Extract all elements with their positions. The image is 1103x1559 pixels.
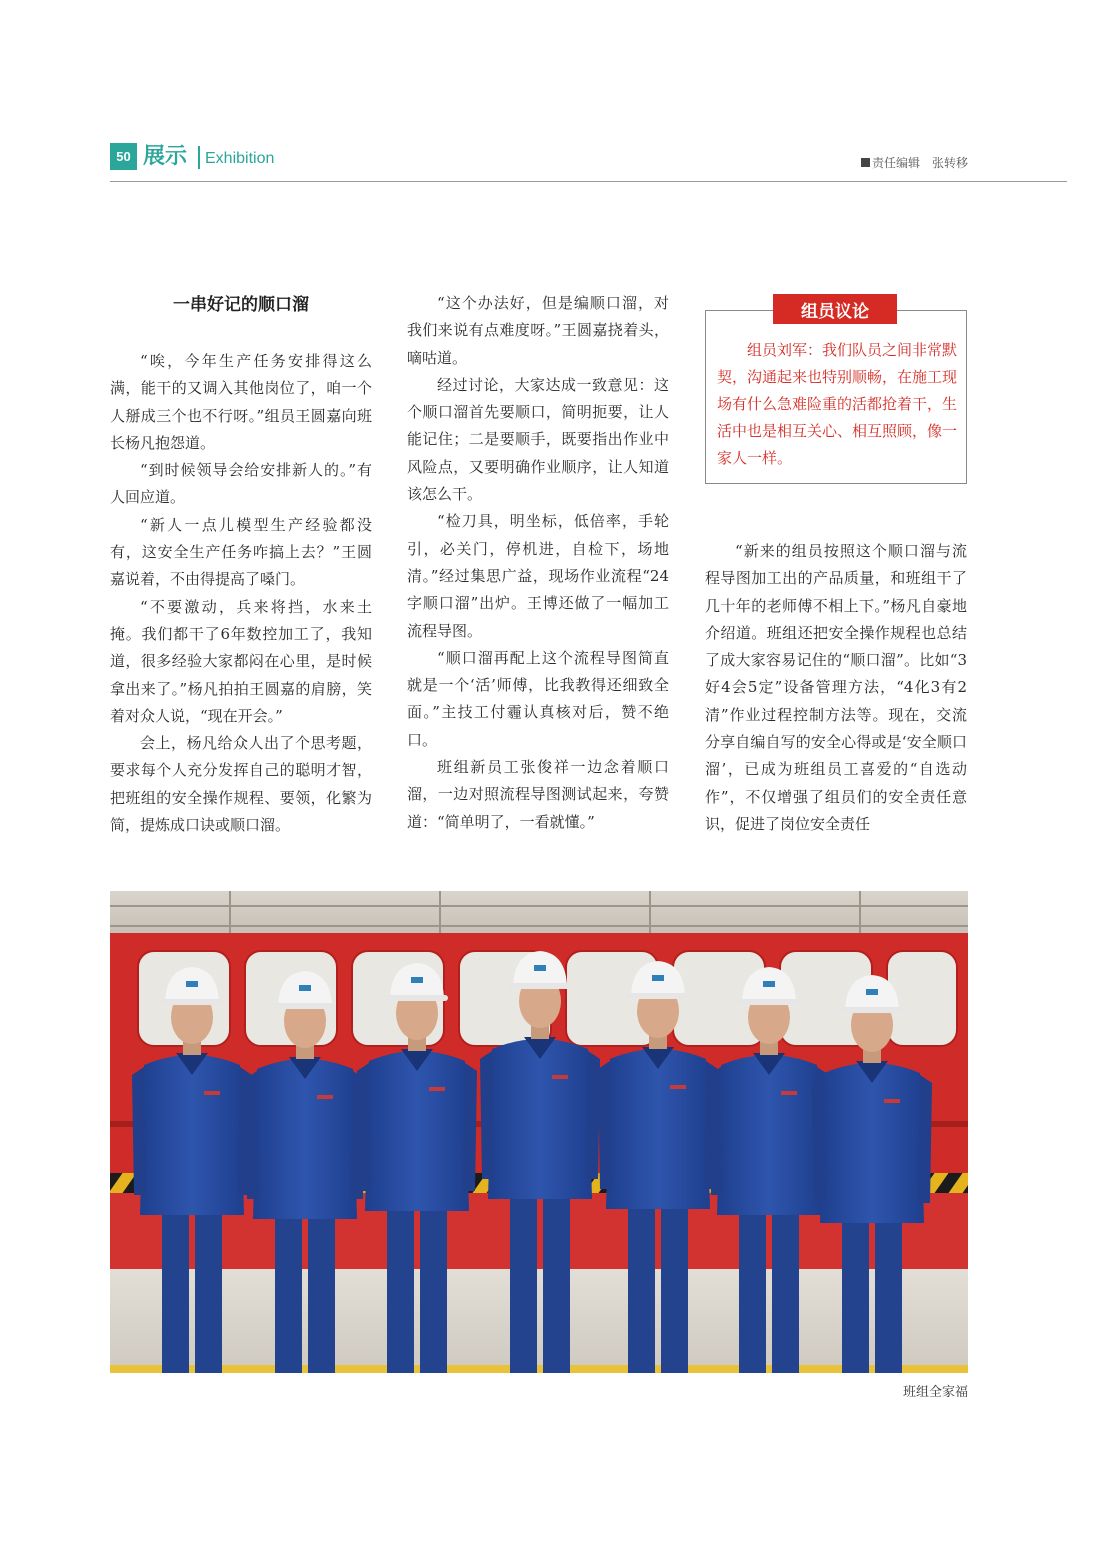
section-title-english: Exhibition: [205, 150, 275, 167]
team-photo: [110, 891, 968, 1373]
paragraph: “这个办法好，但是编顺口溜，对我们来说有点难度呀。”王圆嘉挠着头，嘀咕道。: [407, 294, 669, 367]
section-divider: [198, 146, 200, 169]
paragraph: “顺口溜再配上这个流程导图简直就是一个‘活’师傅，比我教得还细致全面。”主技工付霾认真核对后，赞不绝口。: [407, 648, 669, 749]
paragraph: “新人一点儿模型生产经验都没有，这安全生产任务咋搞上去？”王圆嘉说着，不由得提高了嗓门。: [110, 515, 372, 589]
article-column-1: [110, 290, 372, 839]
paragraph: “唉，今年生产任务安排得这么满，能干的又调入其他岗位了，咱一个人掰成三个也不行呀。”组员王圆嘉向班长杨凡抱怨道。: [110, 352, 372, 452]
paragraph: 经过讨论，大家达成一致意见：这个顺口溜首先要顺口，简明扼要，让人能记住；二是要顺手，既要指出作业中风险点，又要明确作业顺序，让人知道该怎么干。: [407, 375, 669, 504]
article-column-2: [407, 290, 669, 836]
sidebar-text: [717, 337, 957, 472]
section-title: 展示: [143, 144, 188, 169]
square-bullet-icon: [861, 158, 870, 167]
paragraph: “检刀具，明坐标，低倍率，手轮引，必关门，停机进，自检下，场地清。”经过集思广益，现场作业流程“24字顺口溜”出炉。王博还做了一幅加工流程导图。: [407, 512, 669, 640]
sidebar-paragraph: 组员刘军：我们队员之间非常默契，沟通起来也特别顺畅，在施工现场有什么急难险重的活都抢着干，生活中也是相互关心、相互照顾，像一家人一样。: [717, 341, 958, 467]
editor-credit: [861, 154, 968, 171]
sidebar-tag: 组员议论: [773, 294, 897, 324]
paragraph: “新来的组员按照这个顺口溜与流程导图加工出的产品质量，和班组干了几十年的老师傅不相上下。”杨凡自豪地介绍道。班组还把安全操作规程也总结了成大家容易记住的“顺口溜”。比如“3好4会5定”设备管理方法，“4化3有2清”作业过程控制方法等。现在，交流分享自编自写的安全心得或是‘安全顺口溜’，已成为班组员工喜爱的“自选动作”，不仅增强了组员们的安全责任意识，促进了岗位安全责任: [705, 542, 967, 833]
header-rule: [110, 181, 1067, 182]
article-title: 一串好记的顺口溜: [173, 295, 309, 315]
paragraph: “到时候领导会给安排新人的。”有人回应道。: [110, 461, 372, 507]
paragraph: “不要激动，兵来将挡，水来土掩。我们都干了6年数控加工了，我知道，很多经验大家都闷在心里，是时候拿出来了。”杨凡拍拍王圆嘉的肩膀，笑着对众人说，“现在开会。”: [110, 597, 372, 725]
article-column-3: [705, 538, 967, 838]
photo-caption: 班组全家福: [902, 1385, 968, 1400]
paragraph: 会上，杨凡给众人出了个思考题，要求每个人充分发挥自己的聪明才智，把班组的安全操作规程、要领，化繁为简，提炼成口诀或顺口溜。: [110, 734, 372, 835]
editor-name: 张转移: [931, 156, 968, 170]
editor-label: 责任编辑: [871, 156, 920, 170]
paragraph: 班组新员工张俊祥一边念着顺口溜，一边对照流程导图测试起来，夸赞道：“简单明了，一看就懂。”: [407, 758, 669, 831]
page-number: 50: [110, 143, 137, 170]
